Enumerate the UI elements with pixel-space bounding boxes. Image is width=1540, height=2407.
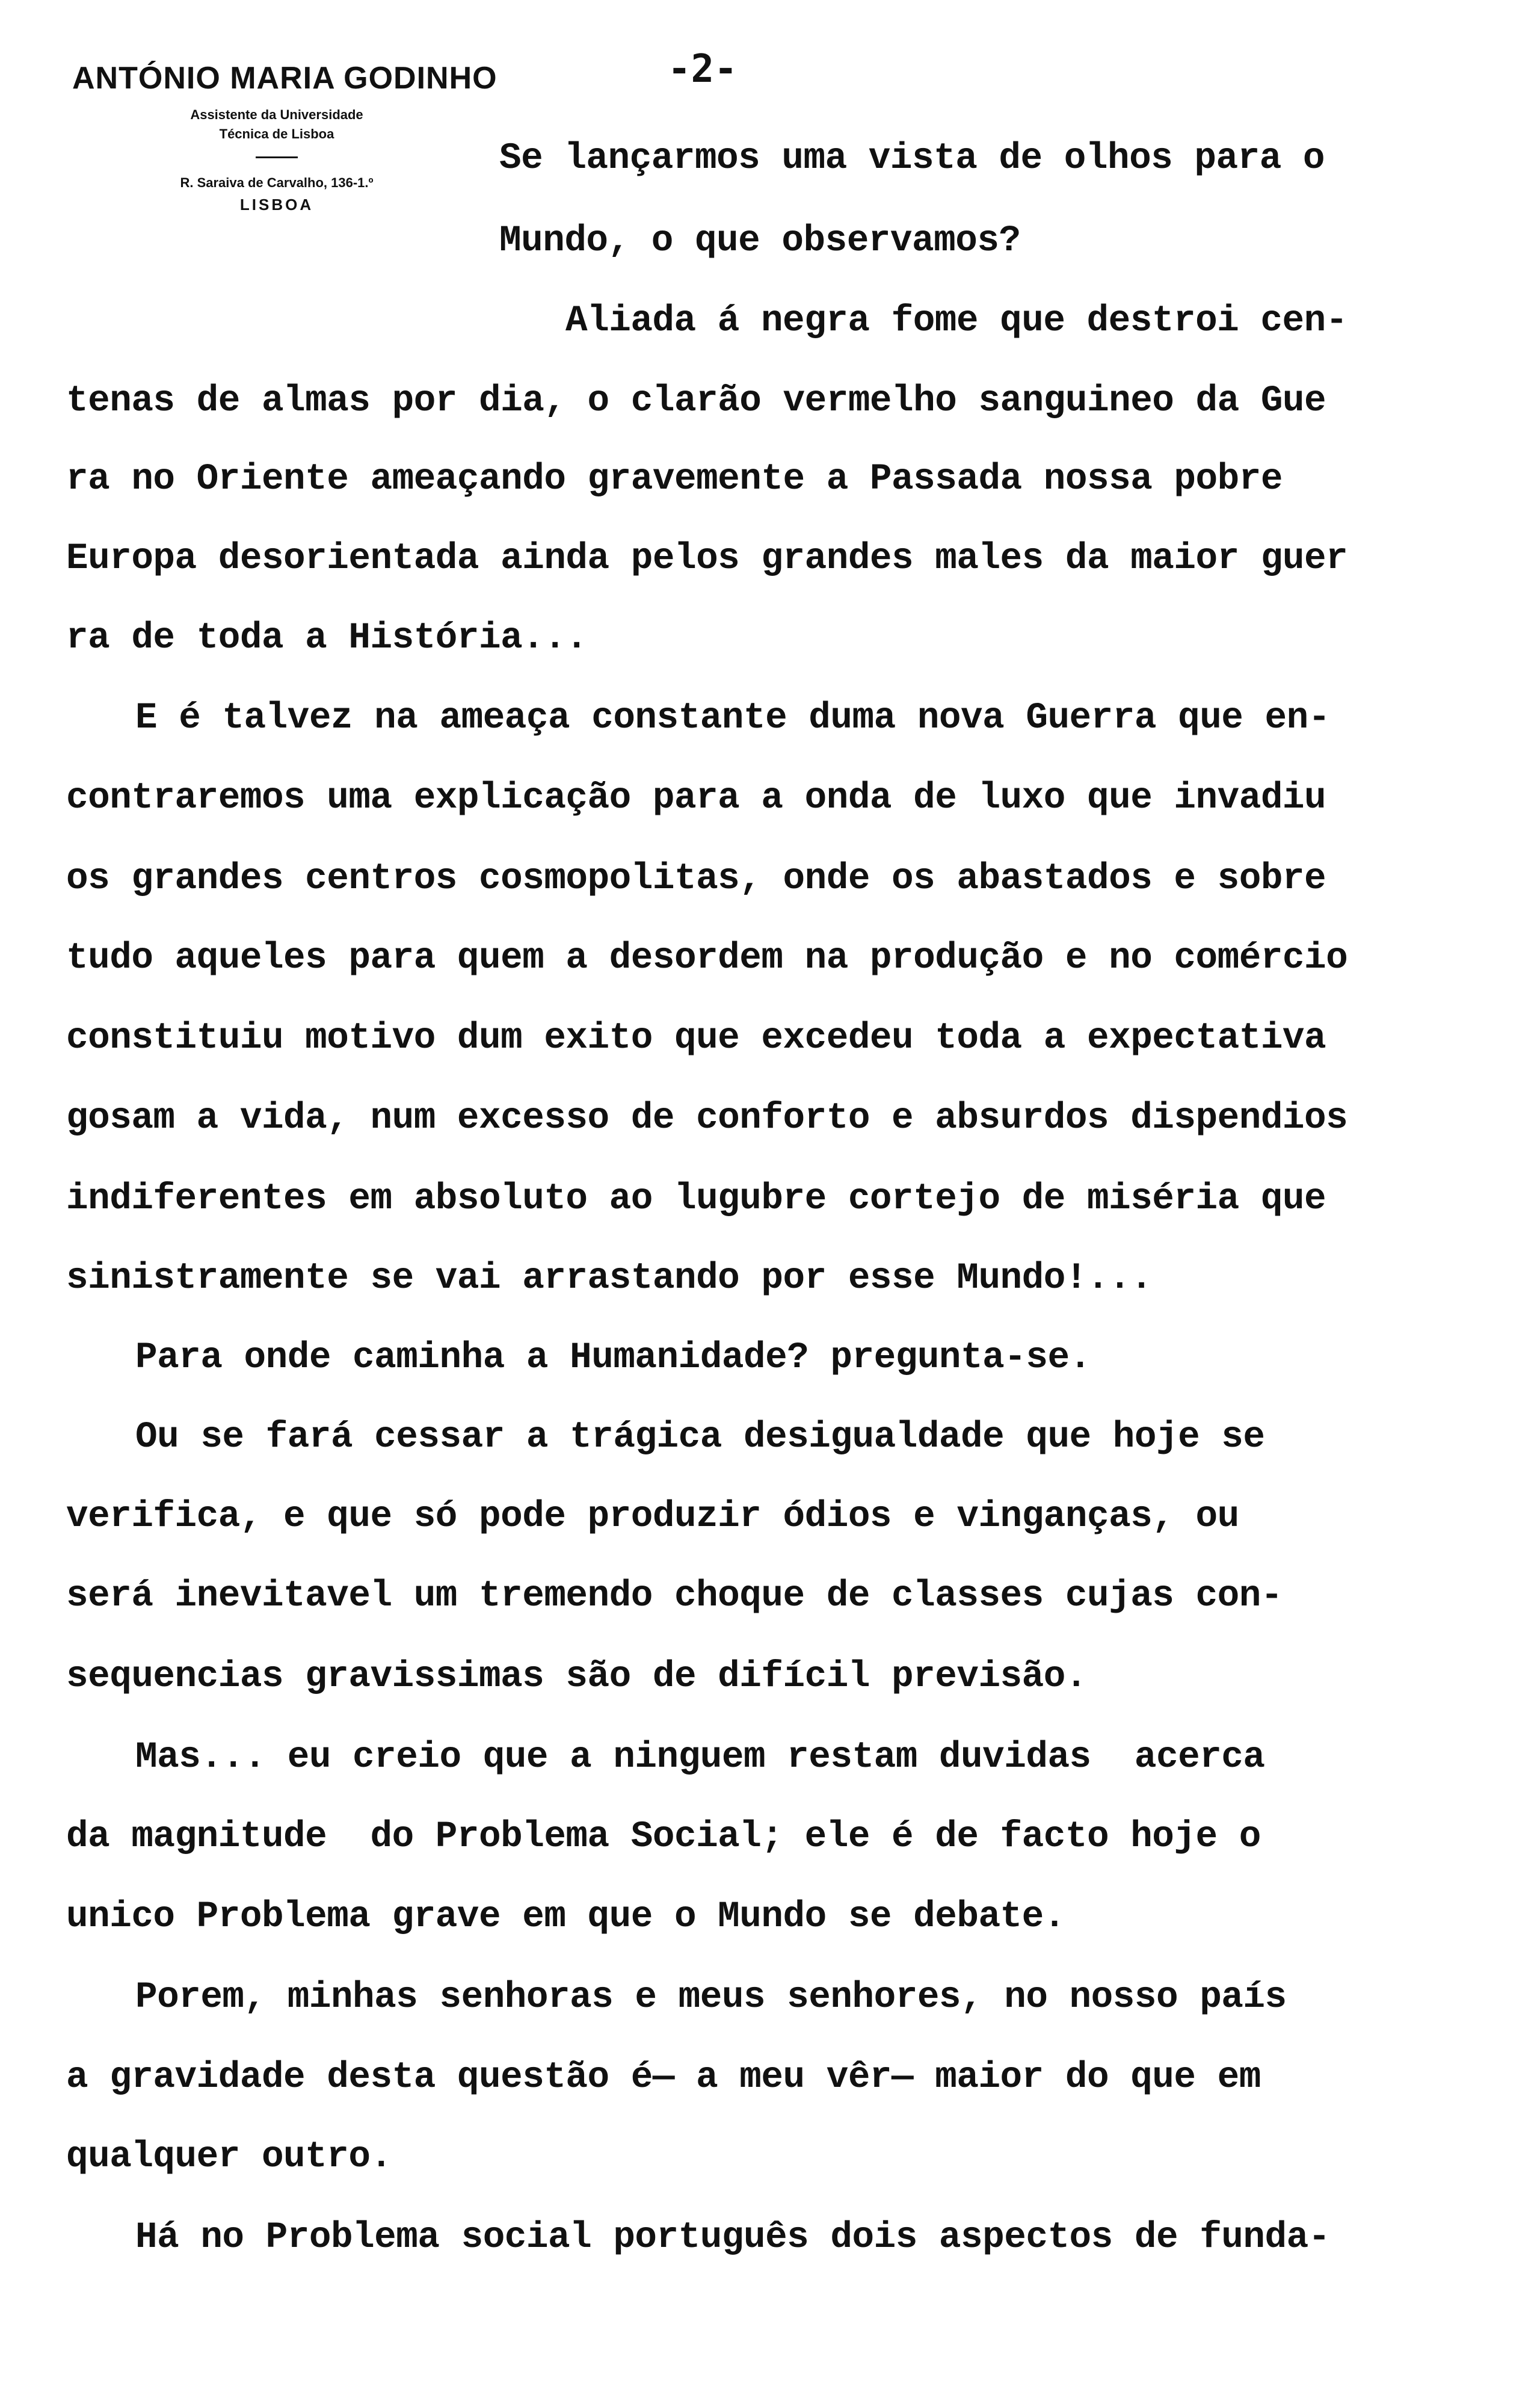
body-line: da magnitude do Problema Social; ele é de facto hoje o	[66, 1816, 1261, 1858]
address-city: LISBOA	[239, 196, 314, 214]
body-line: Porem, minhas senhoras e meus senhores, no nosso país	[135, 1977, 1287, 2018]
body-line: unico Problema grave em que o Mundo se debate.	[66, 1896, 1065, 1938]
body-line: ra no Oriente ameaçando gravemente a Passada nossa pobre	[66, 459, 1283, 500]
address-street: R. Saraiva de Carvalho, 136-1.º	[180, 175, 374, 190]
body-line: tenas de almas por dia, o clarão vermelho sanguineo da Gue	[66, 380, 1326, 422]
body-line: será inevitavel um tremendo choque de classes cujas con-	[66, 1575, 1283, 1617]
body-line: a gravidade desta questão é— a meu vêr— maior do que em	[66, 2057, 1261, 2098]
body-line: Ou se fará cessar a trágica desigualdade que hoje se	[135, 1417, 1265, 1458]
body-line: Mundo, o que observamos?	[499, 220, 1021, 262]
author-title-line-1: Assistente da Universidade	[190, 107, 363, 122]
body-line: ra de toda a História...	[66, 617, 588, 659]
body-line: E é talvez na ameaça constante duma nova Guerra que en-	[135, 697, 1330, 739]
body-line: sinistramente se vai arrastando por esse Mundo!...	[66, 1258, 1153, 1299]
author-name: ANTÓNIO MARIA GODINHO	[72, 61, 497, 96]
body-line: indiferentes em absoluto ao lugubre cortejo de miséria que	[66, 1178, 1326, 1220]
body-line: Para onde caminha a Humanidade? pregunta-se.	[135, 1337, 1091, 1379]
body-line: Há no Problema social português dois aspectos de funda-	[135, 2217, 1330, 2258]
body-line: constituiu motivo dum exito que excedeu toda a expectativa	[66, 1018, 1326, 1059]
body-line: verifica, e que só pode produzir ódios e vinganças, ou	[66, 1496, 1239, 1537]
body-line: Se lançarmos uma vista de olhos para o	[499, 138, 1325, 179]
page-number: -2-	[668, 47, 738, 91]
body-line: gosam a vida, num excesso de conforto e absurdos dispendios	[66, 1098, 1348, 1139]
body-line: Europa desorientada ainda pelos grandes males da maior guer	[66, 538, 1348, 579]
body-line: tudo aqueles para quem a desordem na produção e no comércio	[66, 938, 1348, 979]
author-title-line-2: Técnica de Lisboa	[219, 126, 334, 141]
body-line: Mas... eu creio que a ninguem restam duvidas acerca	[135, 1737, 1265, 1778]
letterhead	[72, 60, 497, 214]
body-line: contraremos uma explicação para a onda de luxo que invadiu	[66, 777, 1326, 819]
letterhead-divider	[256, 156, 298, 158]
body-line: os grandes centros cosmopolitas, onde os abastados e sobre	[66, 858, 1326, 900]
body-line: Aliada á negra fome que destroi cen-	[565, 300, 1348, 342]
body-line: qualquer outro.	[66, 2136, 392, 2178]
body-line: sequencias gravissimas são de difícil previsão.	[66, 1656, 1087, 1698]
